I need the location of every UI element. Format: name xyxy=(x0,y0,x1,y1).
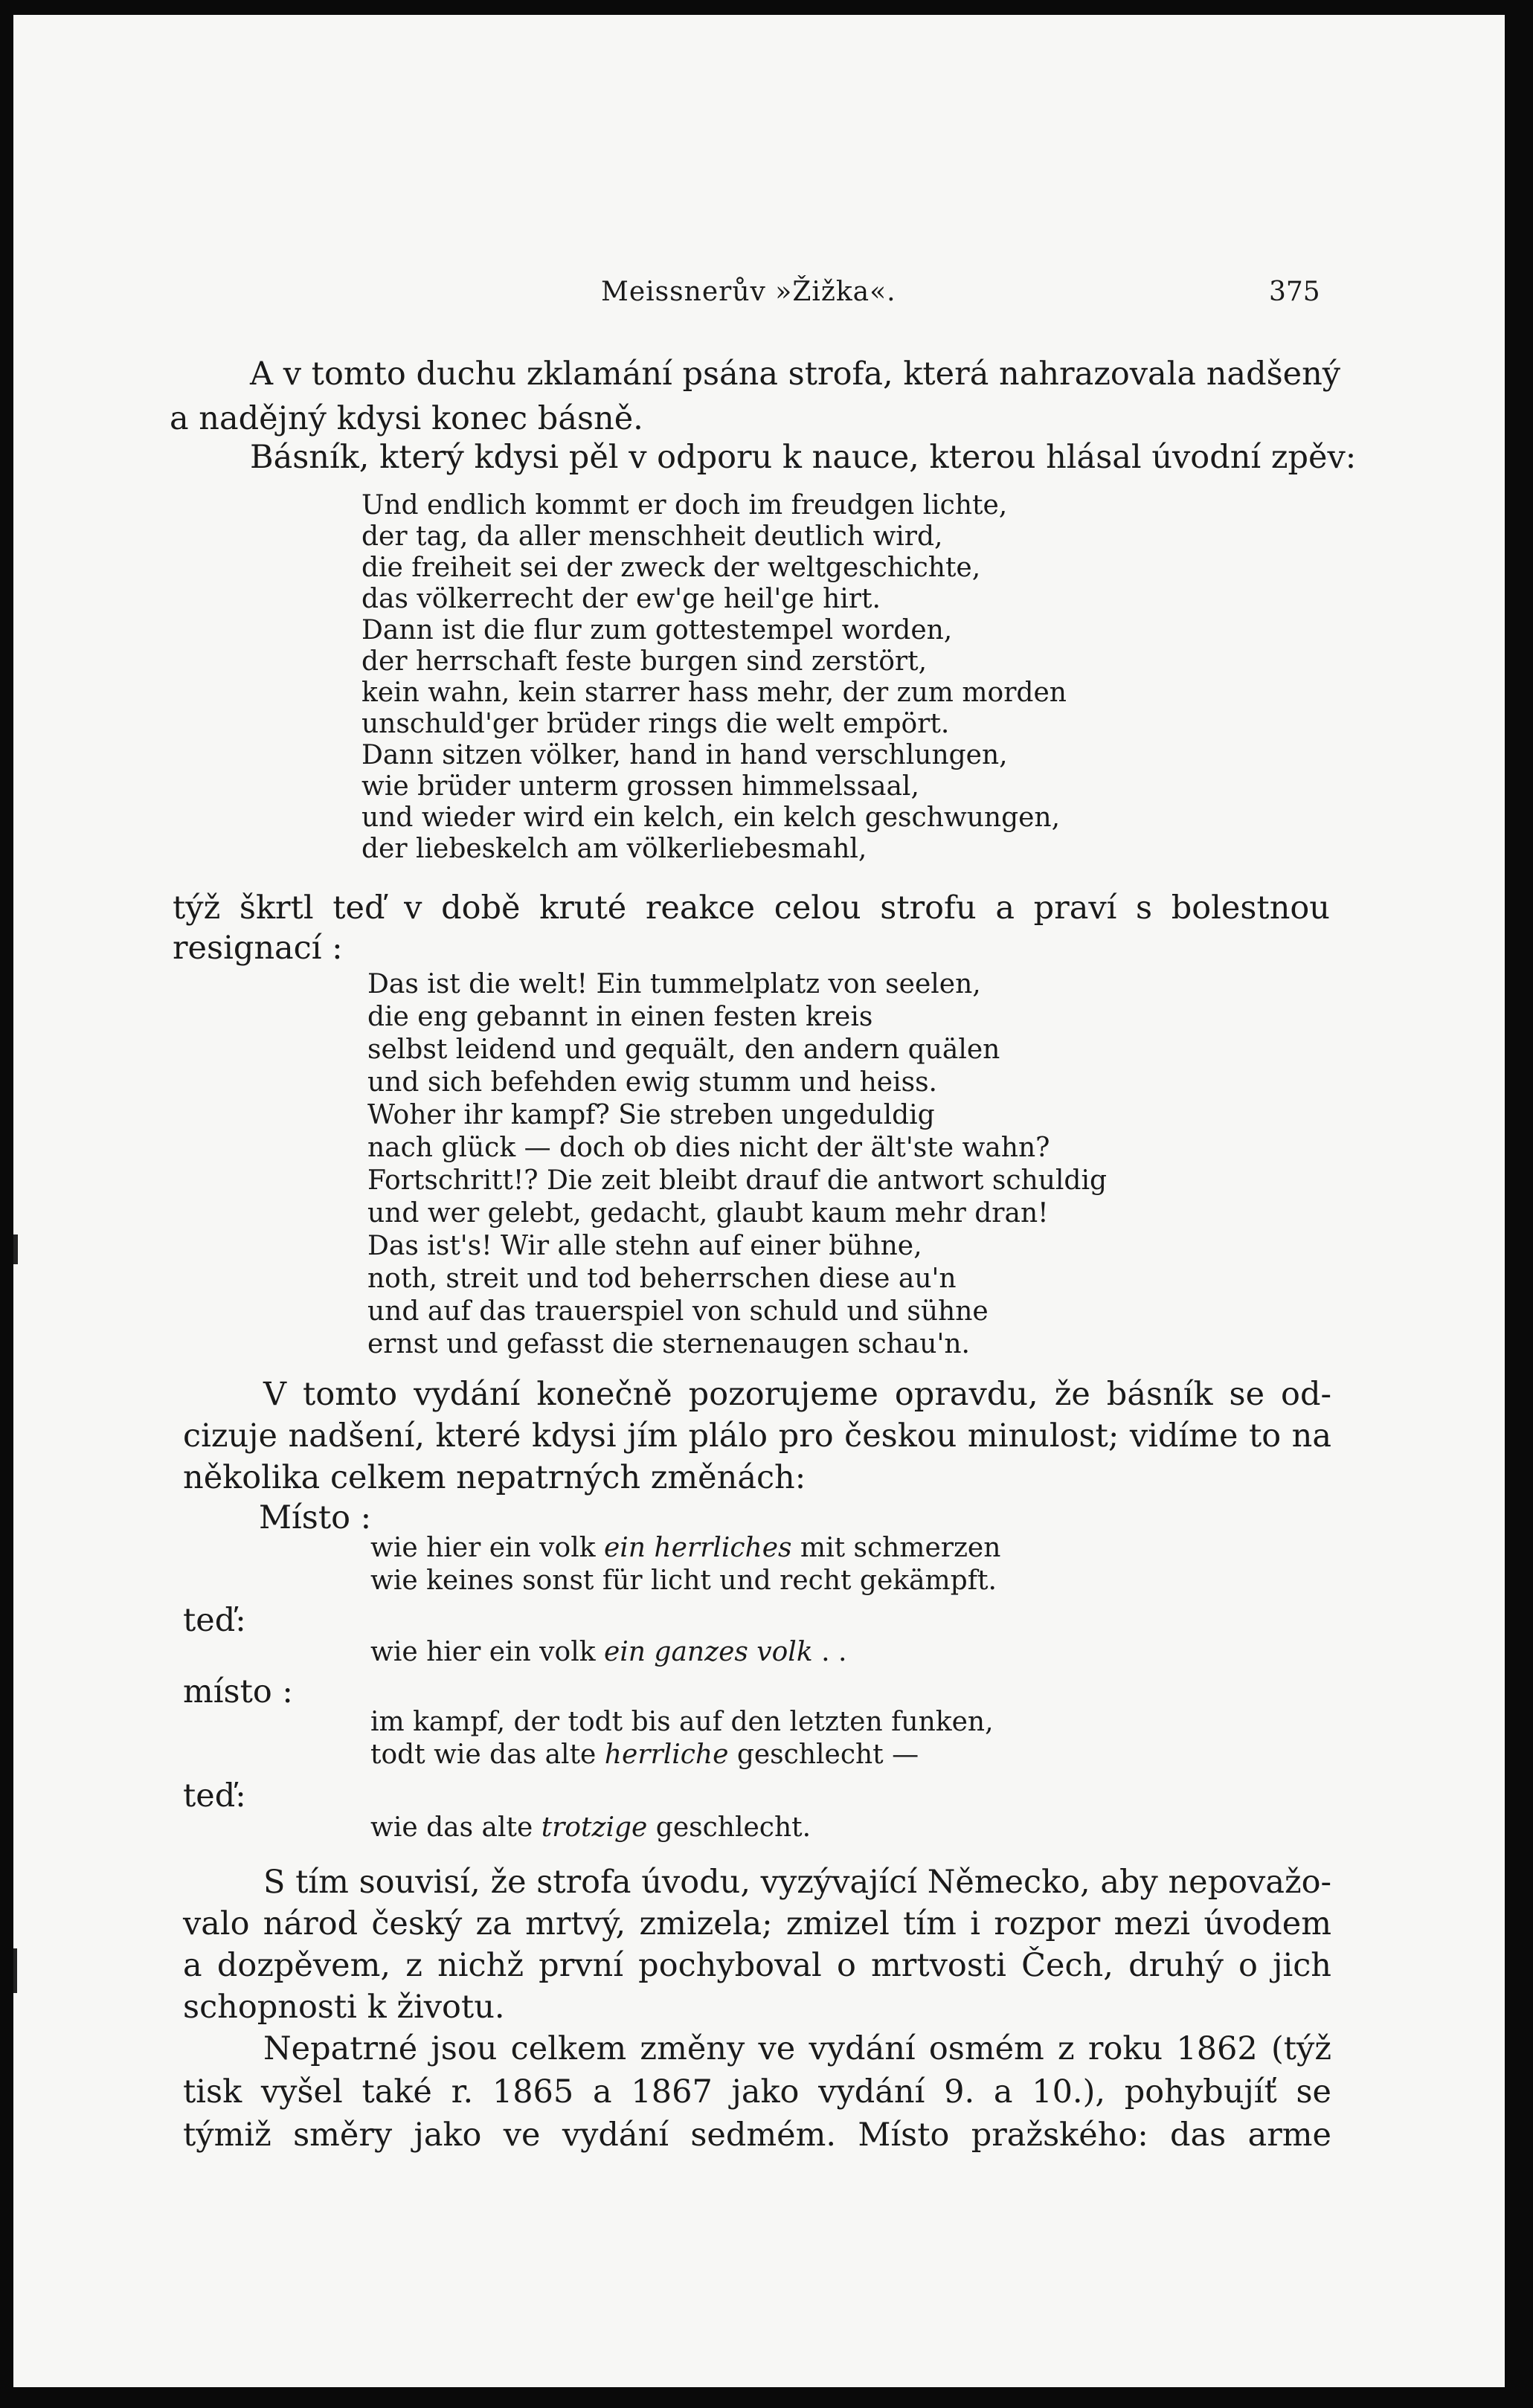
verse-line: Das ist die welt! Ein tummelplatz von seelen, xyxy=(367,969,981,999)
label-ted: teď: xyxy=(183,1602,246,1639)
verse-line: wie brüder unterm grossen himmelssaal, xyxy=(361,771,919,802)
running-title: Meissnerův »Žižka«. xyxy=(601,277,896,307)
verse-line: und sich befehden ewig stumm und heiss. xyxy=(367,1067,938,1098)
verse-line: ernst und gefasst die sternenaugen schau'n. xyxy=(367,1329,970,1359)
verse-line: und wieder wird ein kelch, ein kelch geschwungen, xyxy=(361,802,1061,833)
paragraph-line: Nepatrné jsou celkem změny ve vydání osmém z roku 1862 (týž xyxy=(263,2030,1331,2067)
paragraph-line: A v tomto duchu zklamání psána strofa, která nahrazovala nadšený xyxy=(250,355,1341,393)
verse-line: noth, streit und tod beherrschen diese au'n xyxy=(367,1263,957,1294)
comparison-line: wie hier ein volk ein herrliches mit schmerzen xyxy=(370,1533,1001,1563)
paragraph-line: a nadějný kdysi konec básně. xyxy=(170,400,643,437)
verse-line: Das ist's! Wir alle stehn auf einer bühne, xyxy=(367,1231,922,1261)
paragraph-line: S tím souvisí, že strofa úvodu, vyzývající Německo, aby nepovažo- xyxy=(263,1864,1332,1901)
paragraph-line: schopnosti k životu. xyxy=(183,1989,505,2026)
verse-line: der tag, da aller menschheit deutlich wird, xyxy=(361,521,943,552)
paragraph-line: cizuje nadšení, které kdysi jím plálo pro českou minulost; vidíme to na xyxy=(183,1417,1331,1455)
verse-line: Fortschritt!? Die zeit bleibt drauf die antwort schuldig xyxy=(367,1165,1108,1196)
paragraph-line: V tomto vydání konečně pozorujeme opravdu, že básník se od- xyxy=(263,1376,1331,1413)
label-ted: teď: xyxy=(183,1777,246,1815)
verse-line: das völkerrecht der ew'ge heil'ge hirt. xyxy=(361,584,881,614)
document-page xyxy=(13,15,1505,2387)
verse-line: der liebeskelch am völkerliebesmahl, xyxy=(361,834,867,864)
comparison-line: wie hier ein volk ein ganzes volk . . xyxy=(370,1637,847,1667)
label-misto: Místo : xyxy=(259,1499,372,1536)
paragraph-line: tisk vyšel také r. 1865 a 1867 jako vydání 9. a 10.), pohybujíť se xyxy=(183,2073,1331,2111)
paragraph-line: Básník, který kdysi pěl v odporu k nauce, kterou hlásal úvodní zpěv: xyxy=(250,439,1357,476)
verse-line: Woher ihr kampf? Sie streben ungeduldig xyxy=(367,1100,935,1130)
comparison-line: wie keines sonst für licht und recht gekämpft. xyxy=(370,1565,997,1596)
paragraph-line: několika celkem nepatrných změnách: xyxy=(183,1459,806,1496)
paragraph-line: týž škrtl teď v době kruté reakce celou strofu a praví s bolestnou xyxy=(173,889,1330,927)
page-number: 375 xyxy=(1269,277,1320,307)
verse-line: und auf das trauerspiel von schuld und sühne xyxy=(367,1296,989,1327)
comparison-line: im kampf, der todt bis auf den letzten funken, xyxy=(370,1707,994,1737)
comparison-line: wie das alte trotzige geschlecht. xyxy=(370,1812,812,1843)
verse-line: die freiheit sei der zweck der weltgeschichte, xyxy=(361,553,981,583)
verse-line: die eng gebannt in einen festen kreis xyxy=(367,1002,873,1032)
verse-line: selbst leidend und gequält, den andern quälen xyxy=(367,1034,1000,1065)
paragraph-line: resignací : xyxy=(173,930,343,967)
verse-line: kein wahn, kein starrer hass mehr, der zum morden xyxy=(361,677,1067,708)
paragraph-line: týmiž směry jako ve vydání sedmém. Místo pražského: das arme xyxy=(183,2116,1331,2154)
label-misto: místo : xyxy=(183,1673,293,1710)
scan-edge-mark xyxy=(13,1948,17,1993)
verse-line: und wer gelebt, gedacht, glaubt kaum mehr dran! xyxy=(367,1198,1049,1229)
verse-line: Und endlich kommt er doch im freudgen lichte, xyxy=(361,490,1008,521)
comparison-line: todt wie das alte herrliche geschlecht — xyxy=(370,1739,919,1770)
verse-line: unschuld'ger brüder rings die welt empört. xyxy=(361,709,950,739)
paragraph-line: a dozpěvem, z nichž první pochyboval o mrtvosti Čech, druhý o jich xyxy=(183,1947,1331,1984)
page-header xyxy=(13,277,1505,321)
paragraph-line: valo národ český za mrtvý, zmizela; zmizel tím i rozpor mezi úvodem xyxy=(183,1905,1331,1942)
scan-edge-mark xyxy=(13,1234,18,1264)
verse-line: Dann ist die flur zum gottestempel worden, xyxy=(361,615,953,646)
verse-line: Dann sitzen völker, hand in hand verschlungen, xyxy=(361,740,1008,770)
verse-line: nach glück — doch ob dies nicht der ält'ste wahn? xyxy=(367,1133,1050,1163)
verse-line: der herrschaft feste burgen sind zerstört, xyxy=(361,646,928,677)
